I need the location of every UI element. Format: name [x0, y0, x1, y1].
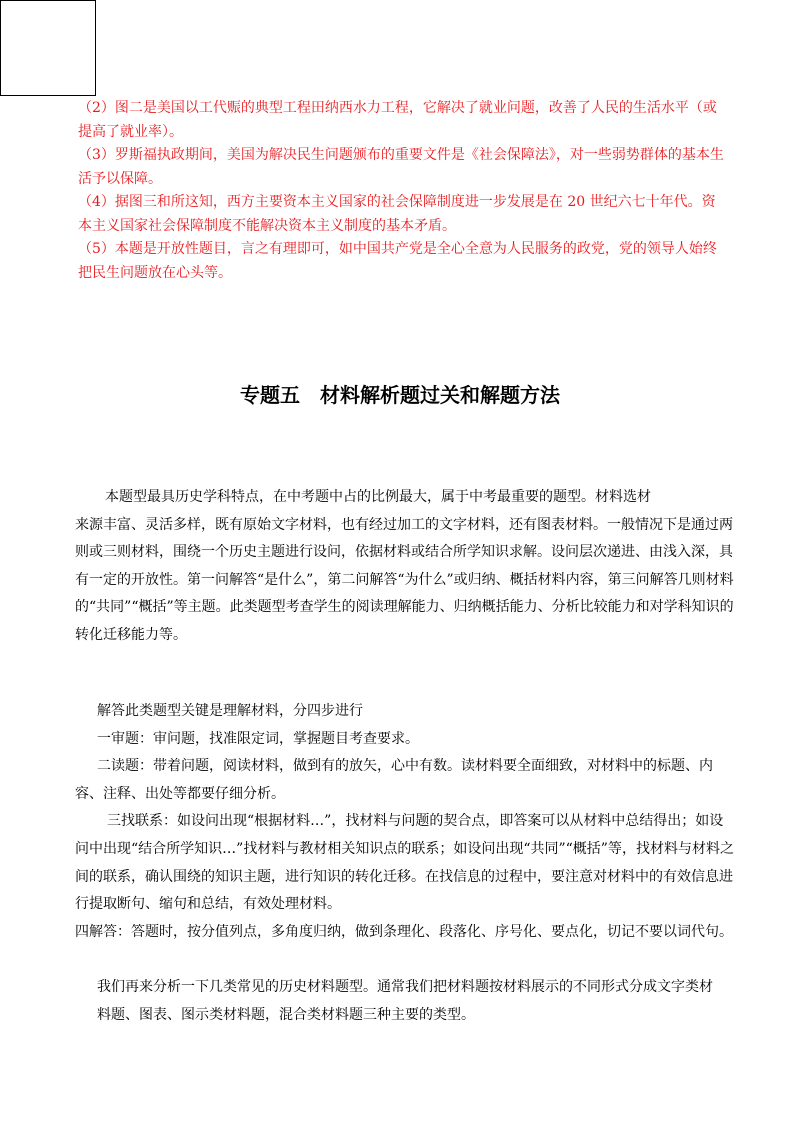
- step-1: 一审题：审问题，找准限定词，掌握题目考查要求。: [97, 730, 419, 747]
- closing-line-1: 我们再来分析一下几类常见的历史材料题型。通常我们把材料题按材料展示的不同形式分成文字类材: [97, 979, 713, 995]
- intro-paragraph: [75, 484, 735, 650]
- closing-line-2: 料题、图表、图示类材料题，混合类材料题三种主要的类型。: [97, 1006, 475, 1023]
- image-placeholder-box: [0, 0, 96, 96]
- intro-rest: 来源丰富、灵活多样，既有原始文字材料，也有经过加工的文字材料，还有图表材料。一般情况下是通过两则或三则材料，围绕一个历史主题进行设问，依据材料或结合所学知识求解。设问层次递进、由浅入深，具有一定的开放性。第一问解答“是什么”，第二问解答“为什么”或归纳、概括材料内容，第三问解答几则材料的“共同”“概括”等主题。此类题型考查学生的阅读理解能力、归纳概括能力、分析比较能力和对学科知识的转化迁移能力等。: [75, 516, 734, 643]
- answer-block: [78, 97, 728, 285]
- step-4: 四解答：答题时，按分值列点，多角度归纳，做到条理化、段落化、序号化、要点化，切记不要以词代句。: [75, 923, 733, 940]
- intro-first-line: 本题型最具历史学科特点，在中考题中占的比例最大，属于中考最重要的题型。材料选材: [105, 489, 651, 505]
- step-3: 三找联系：如设问出现“根据材料…”，找材料与问题的契合点，即答案可以从材料中总结得出；如设问中出现“结合所学知识…”找材料与教材相关知识点的联系；如设问出现“共同”“概括”等，找材料与材料之间的联系，确认围绕的知识主题，进行知识的转化迁移。在找信息的过程中，要注意对材料中的有效信息进行提取断句、缩句和总结，有效处理材料。: [75, 813, 734, 913]
- steps-section: [75, 698, 735, 946]
- answer-item: （2）图二是美国以工代赈的典型工程田纳西水力工程，它解决了就业问题，改善了人民的生活水平（或提高了就业率）。: [78, 100, 717, 140]
- step-2: 二读题：带着问题，阅读材料，做到有的放矢，心中有数。读材料要全面细致，对材料中的标题、内容、注释、出处等都要仔细分析。: [75, 758, 713, 802]
- steps-lead: 解答此类题型关键是理解材料，分四步进行: [97, 703, 363, 719]
- section-title: 专题五 材料解析题过关和解题方法: [240, 383, 560, 407]
- answer-item: （5）本题是开放性题目，言之有理即可，如中国共产党是全心全意为人民服务的政党，党的领导人始终把民生问题放在心头等。: [78, 241, 717, 281]
- answer-item: （3）罗斯福执政期间，美国为解决民生问题颁布的重要文件是《社会保障法》，对一些弱势群体的基本生活予以保障。: [78, 147, 724, 187]
- answer-item: （4）据图三和所这知，西方主要资本主义国家的社会保障制度进一步发展是在 20 世纪六七十年代。资本主义国家社会保障制度不能解决资本主义制度的基本矛盾。: [78, 194, 716, 234]
- closing-paragraph: [75, 974, 735, 1029]
